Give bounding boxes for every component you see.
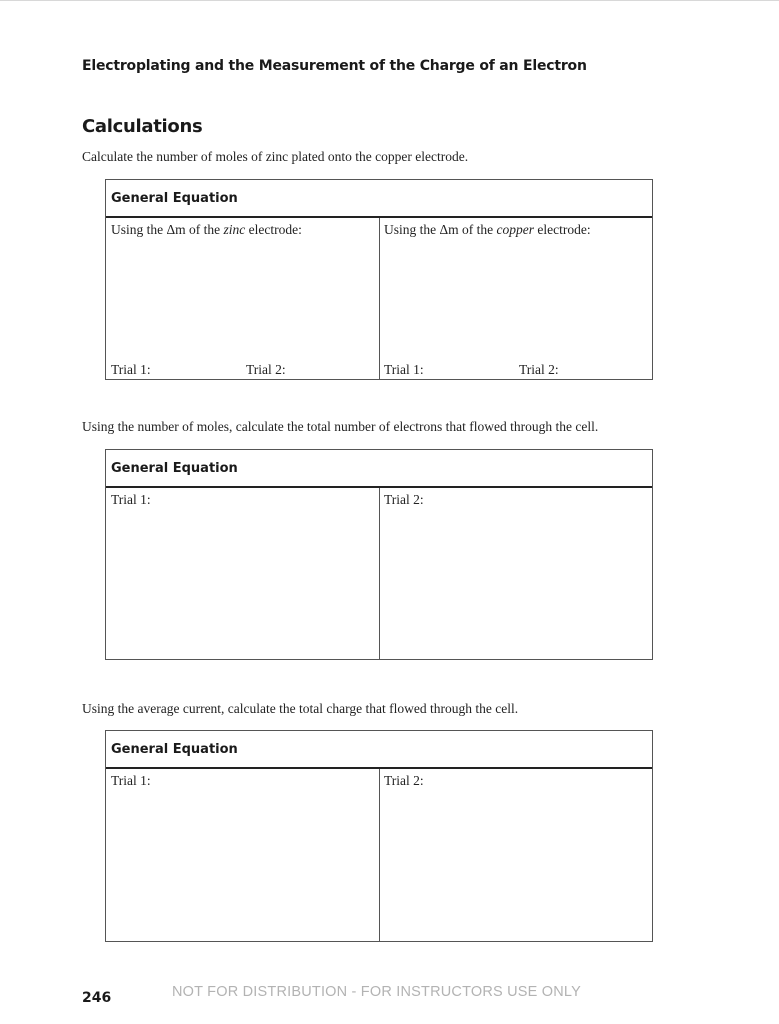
copper-label-text-pre: Using the Δm of the	[384, 222, 497, 237]
zinc-trial-2-label: Trial 2:	[246, 362, 286, 377]
copper-label-emphasis: copper	[496, 222, 535, 237]
copper-trial-1-label: Trial 1:	[384, 362, 424, 377]
trial-1-cell[interactable]	[106, 488, 380, 659]
zinc-trial-1-label: Trial 1:	[111, 362, 151, 377]
trial-2-label: Trial 2:	[384, 492, 424, 507]
calc-box-total-charge	[105, 730, 653, 942]
zinc-label-text-pre: Using the Δm of the	[111, 222, 224, 237]
trial-2-label: Trial 2:	[384, 773, 424, 788]
zinc-label-text-post: electrode:	[245, 222, 302, 237]
trial-2-cell[interactable]	[379, 769, 652, 941]
calc-box-body	[106, 769, 652, 941]
section-title: Calculations	[82, 116, 203, 137]
page-number: 246	[82, 990, 112, 1006]
instruction-number-of-electrons: Using the number of moles, calculate the total number of electrons that flowed through the cell.	[82, 419, 599, 434]
copper-electrode-cell[interactable]	[379, 218, 652, 379]
calc-box-number-of-electrons	[105, 449, 653, 660]
zinc-electrode-cell[interactable]	[106, 218, 380, 379]
calc-box-body	[106, 488, 652, 659]
copper-trial-2-label: Trial 2:	[519, 362, 559, 377]
general-equation-label: General Equation	[111, 191, 238, 206]
general-equation-label: General Equation	[111, 461, 238, 476]
running-head: Electroplating and the Measurement of the Charge of an Electron	[82, 58, 587, 74]
trial-1-cell[interactable]	[106, 769, 380, 941]
copper-label-text-post: electrode:	[534, 222, 591, 237]
general-equation-row[interactable]	[106, 731, 652, 769]
zinc-label-emphasis: zinc	[223, 222, 246, 237]
general-equation-label: General Equation	[111, 742, 238, 757]
instruction-moles-of-zinc: Calculate the number of moles of zinc plated onto the copper electrode.	[82, 149, 469, 164]
calc-box-moles-of-zinc	[105, 179, 653, 380]
copper-electrode-label	[384, 222, 591, 238]
general-equation-row[interactable]	[106, 180, 652, 218]
calc-box-body	[106, 218, 652, 379]
trial-1-label: Trial 1:	[111, 773, 151, 788]
distribution-notice: NOT FOR DISTRIBUTION - FOR INSTRUCTORS USE ONLY	[172, 984, 581, 1000]
trial-1-label: Trial 1:	[111, 492, 151, 507]
trial-2-cell[interactable]	[379, 488, 652, 659]
instruction-total-charge: Using the average current, calculate the total charge that flowed through the cell.	[82, 701, 519, 716]
zinc-electrode-label	[111, 222, 302, 238]
general-equation-row[interactable]	[106, 450, 652, 488]
top-border-rule	[0, 0, 779, 1]
